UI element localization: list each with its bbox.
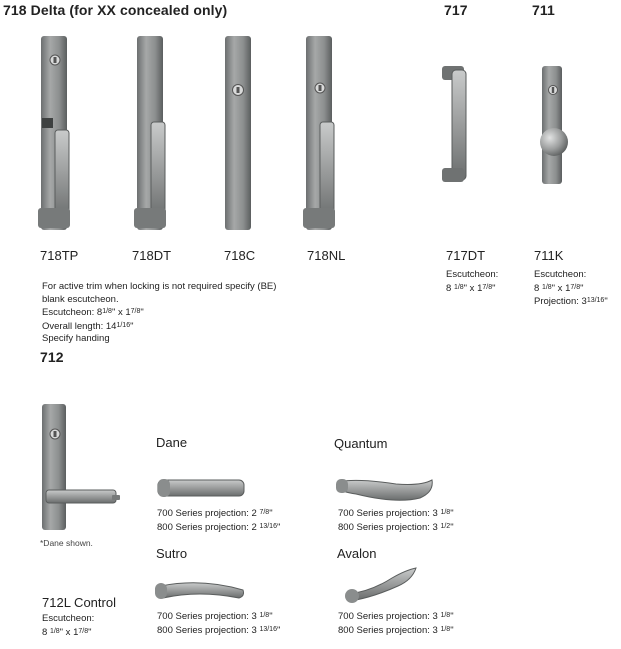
- notes-711-label: Escutcheon:: [534, 269, 587, 280]
- lever-sutro-700: 700 Series projection: 3 $^{1/8}$": [157, 611, 273, 622]
- lever-dane-specs: [157, 507, 280, 534]
- notes-718-line1: For active trim when locking is not required specify (BE): [42, 281, 277, 292]
- notes-718-line2: blank escutcheon.: [42, 293, 119, 305]
- lever-avalon-800: 800 Series projection: 3 $^{1/8}$": [338, 624, 454, 636]
- trim-718dt-image: [134, 36, 170, 230]
- lever-quantum-700: 700 Series projection: 3 $^{1/8}$": [338, 508, 454, 519]
- lever-avalon-image: [340, 566, 418, 606]
- model-718tp: 718TP: [40, 248, 79, 263]
- lever-avalon-700: 700 Series projection: 3 $^{1/8}$": [338, 611, 454, 622]
- lever-dane-name: Dane: [156, 435, 188, 450]
- lever-quantum-name: Quantum: [334, 436, 388, 451]
- lever-dane-800: 800 Series projection: 2 $^{13/16}$": [157, 521, 281, 533]
- notes-718: [42, 281, 342, 346]
- lever-avalon-name: Avalon: [337, 546, 377, 561]
- notes-711-dim: 8 $^{1/8}$" x $1^{7/8}$": [534, 282, 584, 294]
- heading-712: 712: [40, 349, 64, 365]
- heading-711: 711: [532, 2, 555, 18]
- lever-sutro-800: 800 Series projection: 3 $^{13/16}$": [157, 624, 281, 636]
- notes-717-dim: 8 $^{1/8}$" x $1^{7/8}$": [446, 282, 496, 294]
- notes-718-length: Overall length: $14^{1/16}$": [42, 320, 134, 332]
- notes-718-handing: Specify handing: [42, 333, 110, 344]
- notes-712: [42, 613, 94, 639]
- lever-quantum-image: [336, 476, 436, 504]
- lever-quantum-800: 800 Series projection: 3 $^{1/2}$": [338, 521, 454, 533]
- trim-718nl-image: [303, 36, 339, 230]
- model-718c: 718C: [224, 248, 256, 263]
- notes-712-dim: 8 $^{1/8}$" x $1^{7/8}$": [42, 626, 92, 638]
- lever-dane-700: 700 Series projection: 2 $^{7/8}$": [157, 508, 273, 519]
- model-717dt: 717DT: [446, 248, 486, 263]
- notes-711-projection: Projection: $3^{13/16}$": [534, 296, 608, 307]
- trim-717dt-image: [442, 66, 472, 184]
- lever-sutro-specs: [157, 610, 280, 637]
- dane-shown-caption: *Dane shown.: [40, 538, 93, 548]
- trim-718c-image: [222, 36, 258, 230]
- trim-718tp-image: [38, 36, 74, 230]
- notes-712-label: Escutcheon:: [42, 613, 95, 624]
- model-718nl: 718NL: [307, 248, 346, 263]
- lever-quantum-specs: [338, 507, 454, 534]
- heading-717: 717: [444, 2, 468, 18]
- lever-sutro-image: [155, 578, 247, 604]
- lever-dane-image: [158, 478, 246, 500]
- model-711k: 711K: [534, 248, 564, 263]
- trim-712l-image: [40, 404, 122, 532]
- trim-711k-image: [538, 66, 572, 184]
- notes-711: [534, 269, 608, 309]
- notes-717: [446, 269, 498, 295]
- notes-717-label: Escutcheon:: [446, 269, 499, 280]
- model-712l-control: 712L Control: [42, 595, 116, 610]
- lever-avalon-specs: [338, 610, 454, 637]
- heading-718: 718 Delta (for XX concealed only): [3, 2, 228, 18]
- notes-718-escutcheon: Escutcheon: $8^{1/8}$" x $1^{7/8}$": [42, 307, 144, 318]
- model-718dt: 718DT: [132, 248, 172, 263]
- lever-sutro-name: Sutro: [156, 546, 188, 561]
